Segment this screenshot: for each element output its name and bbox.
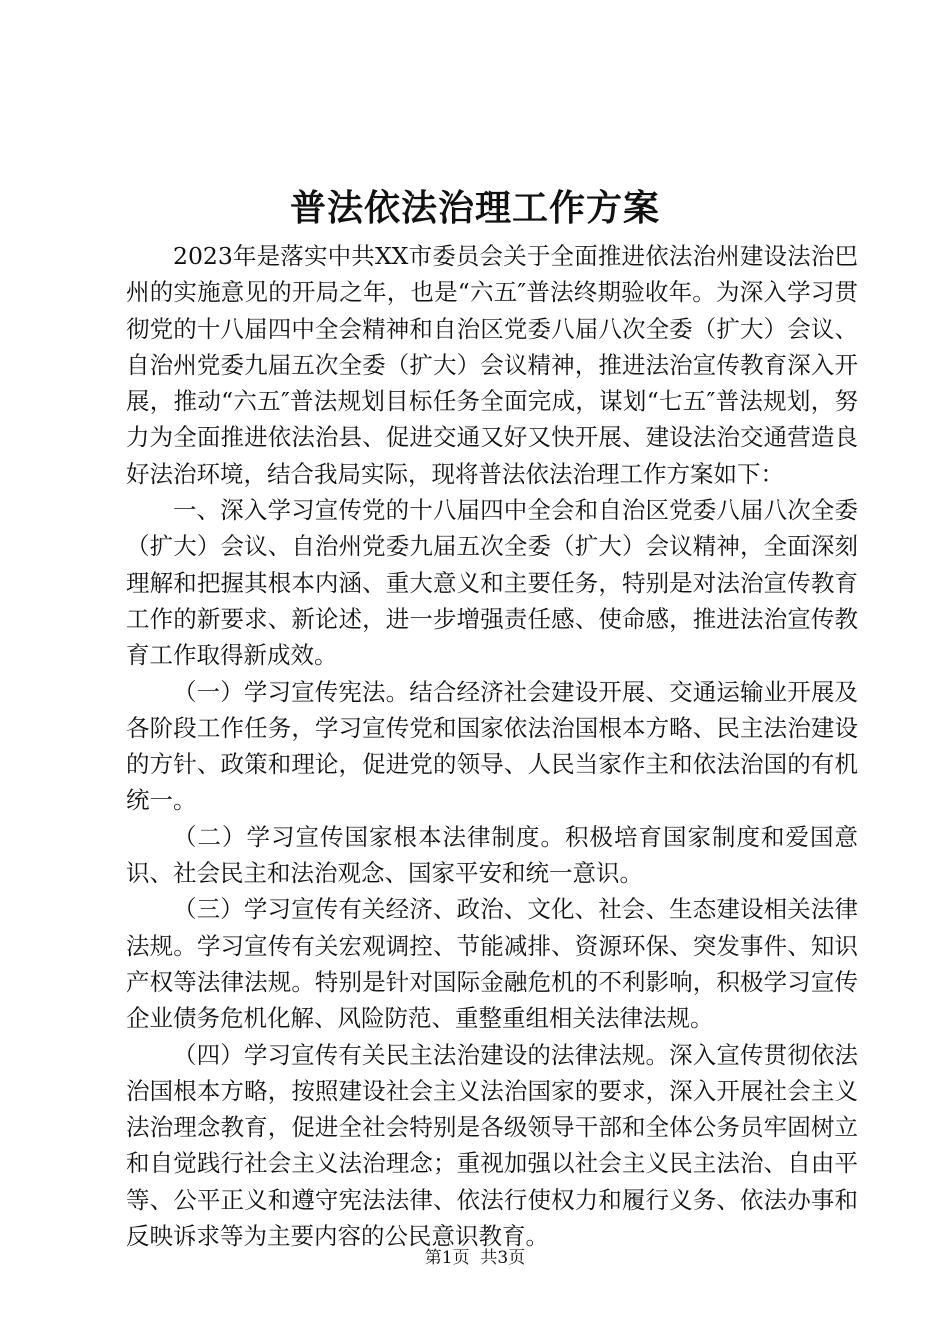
paragraph-section-1: 一、深入学习宣传党的十八届四中全会和自治区党委八届八次全委（扩大）会议、自治州党委九届五次全委（扩大）会议精神，全面深刻理解和把握其根本内涵、重大意义和主要任务，特别是对法治宣传教育工作的新要求、新论述，进一步增强责任感、使命感，推进法治宣传教育工作取得新成效。: [126, 496, 858, 670]
document-body: [126, 238, 858, 1254]
paragraph-item-4: （四）学习宣传有关民主法治建设的法律法规。深入宣传贯彻依法治国根本方略，按照建设社会主义法治国家的要求，深入开展社会主义法治理念教育，促进全社会特别是各级领导干部和全体公务员牢固树立和自觉践行社会主义法治理念；重视加强以社会主义民主法治、自由平等、公平正义和遵守宪法法律、依法行使权力和履行义务、依法办事和反映诉求等为主要内容的公民意识教育。: [126, 1040, 858, 1251]
paragraph-intro: 2023年是落实中共XX市委员会关于全面推进依法治州建设法治巴州的实施意见的开局之年，也是“六五″普法终期验收年。为深入学习贯彻党的十八届四中全会精神和自治区党委八届八次全委（扩大）会议、自治州党委九届五次全委（扩大）会议精神，推进法治宣传教育深入开展，推动“六五″普法规划目标任务全面完成，谋划“七五″普法规划，努力为全面推进依法治县、促进交通又好又快开展、建设法治交通营造良好法治环境，结合我局实际，现将普法依法治理工作方案如下：: [126, 242, 858, 488]
page-footer: [0, 1246, 950, 1270]
paragraph-item-3: （三）学习宣传有关经济、政治、文化、社会、生态建设相关法律法规。学习宣传有关宏观调控、节能减排、资源环保、突发事件、知识产权等法律法规。特别是针对国际金融危机的不利影响，积极学习宣传企业债务危机化解、风险防范、重整重组相关法律法规。: [126, 895, 858, 1033]
document-title: 普法依法治理工作方案: [289, 187, 660, 229]
paragraph-item-1: （一）学习宣传宪法。结合经济社会建设开展、交通运输业开展及各阶段工作任务，学习宣传党和国家依法治国根本方略、民主法治建设的方针、政策和理论，促进党的领导、人民当家作主和依法治国的有机统一。: [126, 677, 858, 815]
page-number-label: 第1页 共3页: [424, 1248, 526, 1268]
paragraph-item-2: （二）学习宣传国家根本法律制度。积极培育国家制度和爱国意识、社会民主和法治观念、国家平安和统一意识。: [126, 822, 858, 888]
